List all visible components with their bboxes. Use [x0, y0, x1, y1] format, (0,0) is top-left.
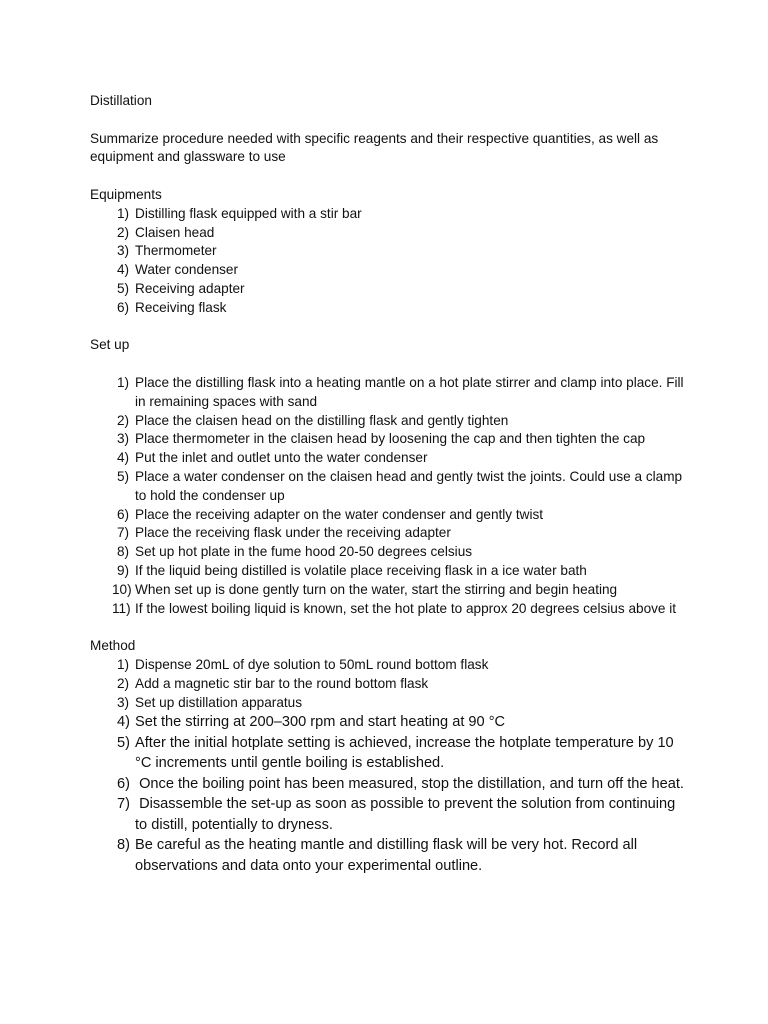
document-title: Distillation [90, 93, 152, 108]
setup-list [90, 374, 690, 618]
list-item-text: When set up is done gently turn on the water, start the stirring and begin heating [135, 581, 618, 597]
list-item [90, 694, 690, 713]
list-item-number: 4) [117, 714, 130, 731]
list-item-text: Receiving adapter [135, 280, 245, 296]
list-item [90, 774, 690, 795]
list-item [90, 506, 690, 525]
equipments-heading: Equipments [90, 186, 162, 202]
list-item-text: Distilling flask equipped with a stir bar [135, 205, 362, 221]
list-item-number: 8) [117, 837, 130, 854]
list-item-number: 11) [112, 600, 131, 616]
list-item-number: 7) [117, 525, 130, 541]
document-page [90, 92, 690, 876]
list-item-text: If the lowest boiling liquid is known, set the hot plate to approx 20 degrees celsius above it [135, 600, 677, 616]
spacer [90, 618, 690, 637]
list-item-text: Place a water condenser on the claisen head and gently twist the joints. Could use a clamp to hold the condenser up [135, 468, 686, 503]
spacer [90, 318, 690, 337]
list-item-number: 6) [117, 506, 130, 522]
list-item-text: Place the receiving adapter on the water condenser and gently twist [135, 506, 544, 522]
list-item-number: 5) [117, 468, 130, 484]
list-item-text: Put the inlet and outlet unto the water condenser [135, 450, 428, 466]
list-item [90, 543, 690, 562]
list-item [90, 261, 690, 280]
list-item [90, 242, 690, 261]
list-item-number: 2) [117, 675, 130, 691]
list-item-number: 1) [117, 205, 130, 221]
spacer [90, 355, 690, 374]
list-item-text: Set up distillation apparatus [135, 694, 303, 710]
list-item [90, 430, 690, 449]
list-item-text: Claisen head [135, 224, 215, 240]
list-item [90, 224, 690, 243]
list-item-text: After the initial hotplate setting is achieved, increase the hotplate temperature by 10 °C increments until gentle boiling is established. [135, 734, 678, 772]
list-item [90, 733, 690, 774]
list-item [90, 835, 690, 876]
list-item-number: 1) [117, 656, 130, 672]
list-item [90, 374, 690, 412]
list-item [90, 412, 690, 431]
list-item [90, 656, 690, 675]
spacer [90, 167, 690, 186]
method-list [90, 656, 690, 876]
setup-heading: Set up [90, 337, 130, 353]
list-item-text: Be careful as the heating mantle and distilling flask will be very hot. Record all observations and data onto your experimental outline. [135, 837, 642, 874]
list-item-text: Place the receiving flask under the receiving adapter [135, 525, 451, 541]
list-item-text: Water condenser [135, 262, 239, 278]
list-item [90, 712, 690, 733]
list-item-text: Add a magnetic stir bar to the round bottom flask [135, 675, 429, 691]
list-item-text: Place the distilling flask into a heating mantle on a hot plate stirrer and clamp into place. Fill in remaining spaces with sand [135, 374, 688, 409]
list-item-number: 6) [117, 775, 130, 792]
list-item [90, 581, 690, 600]
list-item-text: If the liquid being distilled is volatile place receiving flask in a ice water bath [135, 562, 587, 578]
list-item-number: 9) [117, 562, 130, 578]
list-item-number: 2) [117, 224, 130, 240]
list-item-number: 5) [117, 734, 130, 751]
list-item-text: Place thermometer in the claisen head by loosening the cap and then tighten the cap [135, 431, 646, 447]
list-item-number: 3) [117, 694, 130, 710]
spacer [90, 111, 690, 130]
intro-paragraph: Summarize procedure needed with specific reagents and their respective quantities, as well as equipment and glassware to use [90, 130, 659, 165]
list-item-number: 4) [117, 450, 130, 466]
list-item-number: 1) [117, 374, 130, 390]
list-item [90, 675, 690, 694]
list-item [90, 794, 690, 835]
list-item [90, 299, 690, 318]
list-item [90, 468, 690, 506]
list-item [90, 205, 690, 224]
list-item-text: Set the stirring at 200–300 rpm and start heating at 90 °C [135, 714, 506, 731]
list-item [90, 562, 690, 581]
list-item-number: 7) [117, 796, 130, 813]
list-item-text: Receiving flask [135, 299, 227, 315]
list-item-text: Dispense 20mL of dye solution to 50mL round bottom flask [135, 656, 489, 672]
list-item-text: Once the boiling point has been measured, stop the distillation, and turn off the heat. [135, 775, 684, 792]
equipments-list [90, 205, 690, 318]
list-item-number: 5) [117, 280, 130, 296]
list-item-number: 4) [117, 262, 130, 278]
list-item [90, 524, 690, 543]
list-item [90, 600, 690, 619]
method-heading: Method [90, 638, 136, 654]
list-item-text: Set up hot plate in the fume hood 20-50 degrees celsius [135, 544, 473, 560]
list-item [90, 449, 690, 468]
list-item-number: 6) [117, 299, 130, 315]
list-item-number: 2) [117, 412, 130, 428]
list-item-text: Place the claisen head on the distilling flask and gently tighten [135, 412, 509, 428]
list-item-number: 3) [117, 431, 130, 447]
list-item-text: Thermometer [135, 243, 217, 259]
list-item-number: 10) [112, 581, 132, 597]
list-item-number: 8) [117, 544, 130, 560]
list-item-text: Disassemble the set-up as soon as possible to prevent the solution from continuing to distill, potentially to dryness. [135, 796, 680, 833]
list-item [90, 280, 690, 299]
list-item-number: 3) [117, 243, 130, 259]
